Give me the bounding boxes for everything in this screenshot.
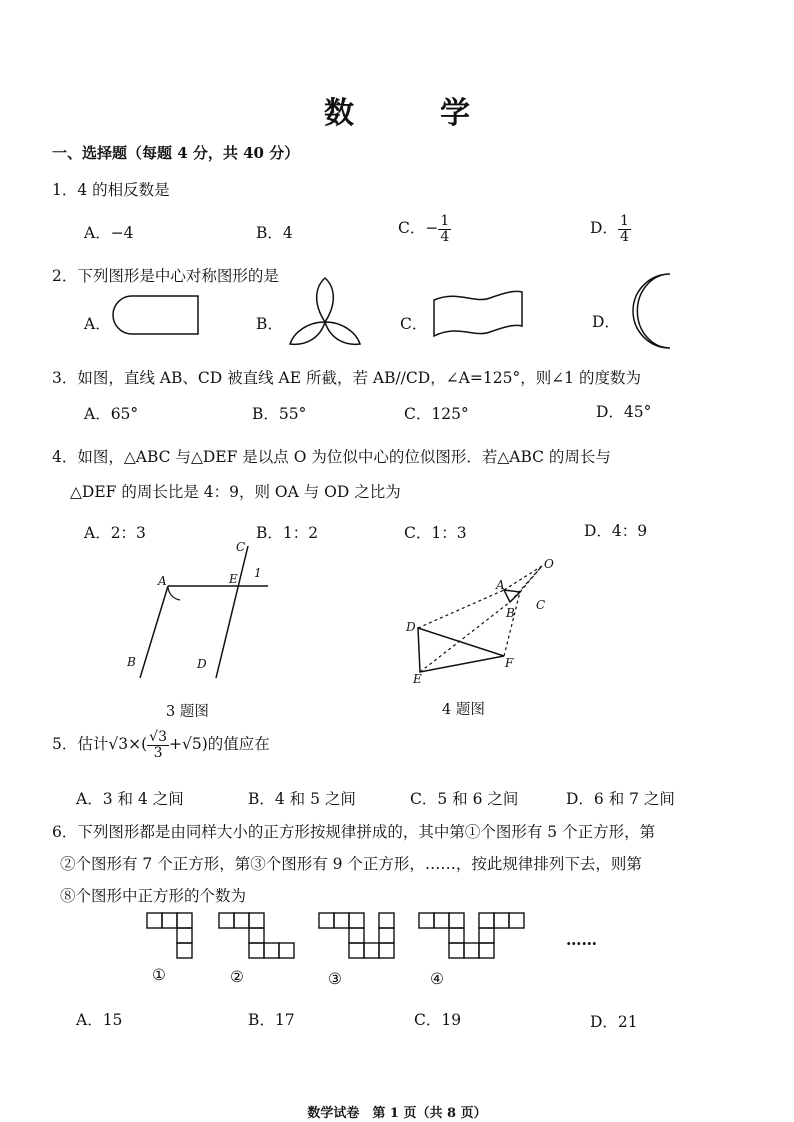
q2-option-c[interactable]: C． xyxy=(400,315,428,333)
fig4-label-e: E xyxy=(413,672,422,686)
q4-option-a[interactable]: A．2：3 xyxy=(84,524,146,542)
question-5-stem xyxy=(52,730,270,760)
trefoil-shape xyxy=(288,276,368,348)
q1-option-c[interactable] xyxy=(398,214,451,244)
question-6-stem-line3: ⑧个图形中正方形的个数为 xyxy=(60,887,247,905)
fig4-caption: 4 题图 xyxy=(442,702,485,718)
q5-fraction: $\frac{√3}{3}$ xyxy=(149,729,167,761)
question-2-stem: 2．下列图形是中心对称图形的是 xyxy=(52,267,279,285)
fig4-label-f: F xyxy=(505,656,514,670)
pattern-label-4: ④ xyxy=(430,970,444,988)
q6-option-a[interactable]: A．15 xyxy=(76,1011,123,1029)
crescent-shape xyxy=(630,272,690,352)
q1-d-fraction: $\frac{1}{4}$ xyxy=(619,213,629,245)
pattern-label-3: ③ xyxy=(328,970,342,988)
q5-expr-b: +√5) xyxy=(168,735,208,754)
q3-option-d[interactable]: D．45° xyxy=(596,403,652,421)
q6-option-c[interactable]: C．19 xyxy=(414,1011,462,1029)
fig3-label-b: B xyxy=(127,655,136,669)
q4-option-b[interactable]: B．1：2 xyxy=(256,524,319,542)
q1-option-d[interactable] xyxy=(590,214,631,244)
q1-d-prefix: D． xyxy=(590,219,618,238)
q3-option-a[interactable]: A．65° xyxy=(84,405,139,423)
section-heading: 一、选择题（每题 4 分，共 40 分） xyxy=(52,144,300,162)
fig3-caption: 3 题图 xyxy=(166,704,209,720)
q5-expr-a: √3×( xyxy=(108,735,148,754)
fig4-label-a: A xyxy=(496,578,505,592)
question-6-stem-line1: 6．下列图形都是由同样大小的正方形按规律拼成的，其中第①个图形有 5 个正方形，第 xyxy=(52,823,656,841)
q3-option-b[interactable]: B．55° xyxy=(252,405,307,423)
fig3-label-e: E xyxy=(229,572,238,586)
fig4-label-c: C xyxy=(536,598,546,612)
q1-option-a[interactable]: A．−4 xyxy=(84,224,134,242)
q5-option-b[interactable]: B．4 和 5 之间 xyxy=(248,790,356,808)
q6-option-b[interactable]: B．17 xyxy=(248,1011,295,1029)
q4-option-c[interactable]: C．1：3 xyxy=(404,524,467,542)
pattern-4 xyxy=(418,912,554,968)
q2-option-d[interactable]: D． xyxy=(592,313,620,331)
q5-stem-suffix: 的值应在 xyxy=(207,735,270,754)
page-title: 数 学 xyxy=(324,96,498,131)
q2-option-b[interactable]: B． xyxy=(256,315,283,333)
page-footer: 数学试卷 第 1 页（共 8 页） xyxy=(307,1106,487,1121)
wave-rect-shape xyxy=(430,286,526,342)
q1-option-b[interactable]: B．4 xyxy=(256,224,293,242)
q1-c-prefix: C．− xyxy=(398,219,439,238)
question-6-stem-line2: ②个图形有 7 个正方形，第③个图形有 9 个正方形，……，按此规律排列下去，则第 xyxy=(60,855,642,873)
pattern-label-2: ② xyxy=(230,968,244,986)
question-1-stem: 1．4 的相反数是 xyxy=(52,181,170,199)
pattern-ellipsis: …… xyxy=(566,930,597,949)
fig3-label-d: D xyxy=(197,657,207,671)
q5-option-c[interactable]: C．5 和 6 之间 xyxy=(410,790,519,808)
pattern-label-1: ① xyxy=(152,966,166,984)
q5-stem-prefix: 5．估计 xyxy=(52,735,109,754)
question-4-stem-line2: △DEF 的周长比是 4：9，则 OA 与 OD 之比为 xyxy=(70,483,401,501)
fig3-label-1: 1 xyxy=(254,566,262,580)
pattern-2 xyxy=(218,912,318,968)
fig4-label-b: B xyxy=(506,606,515,620)
pattern-3 xyxy=(318,912,418,968)
fig4-label-d: D xyxy=(406,620,416,634)
q1-c-fraction: $\frac{1}{4}$ xyxy=(440,213,450,245)
question-4-stem-line1: 4．如图，△ABC 与△DEF 是以点 O 为位似中心的位似图形．若△ABC 的周长与 xyxy=(52,448,611,466)
question-3-stem: 3．如图，直线 AB、CD 被直线 AE 所截，若 AB//CD，∠A=125°，则∠1 的度数为 xyxy=(52,369,641,387)
fig4-label-o: O xyxy=(544,557,554,571)
q6-option-d[interactable]: D．21 xyxy=(590,1013,638,1031)
fig3-label-c: C xyxy=(236,540,246,554)
q4-option-d[interactable]: D．4：9 xyxy=(584,522,648,540)
q5-option-d[interactable]: D．6 和 7 之间 xyxy=(566,790,675,808)
figure-q4 xyxy=(400,556,560,686)
rounded-rect-shape xyxy=(108,294,203,338)
q5-option-a[interactable]: A．3 和 4 之间 xyxy=(76,790,184,808)
pattern-1 xyxy=(146,912,202,968)
q2-option-a[interactable]: A． xyxy=(84,315,111,333)
q3-option-c[interactable]: C．125° xyxy=(404,405,469,423)
fig3-label-a: A xyxy=(158,574,167,588)
